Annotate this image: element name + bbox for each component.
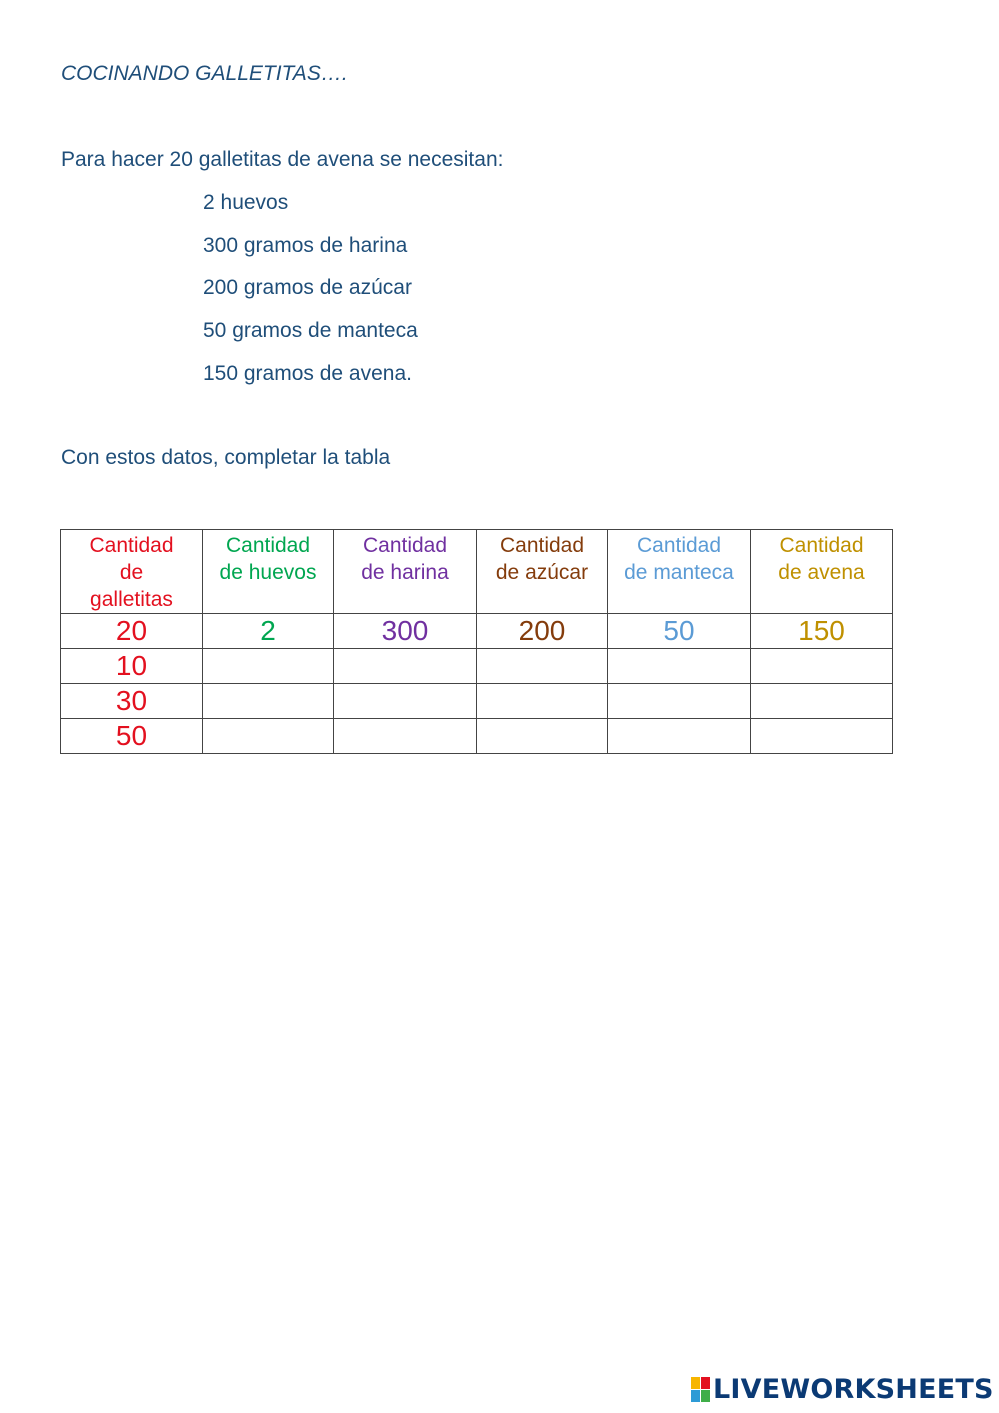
cell-manteca: 50 bbox=[608, 614, 751, 649]
table-header-row bbox=[61, 530, 893, 614]
intro-text: Para hacer 20 galletitas de avena se necesitan: bbox=[61, 148, 504, 171]
answer-cell-azucar[interactable] bbox=[477, 649, 608, 684]
header-avena bbox=[751, 530, 893, 614]
header-huevos bbox=[203, 530, 334, 614]
header-manteca bbox=[608, 530, 751, 614]
cell-galletitas: 50 bbox=[61, 719, 203, 754]
header-line: Cantidad bbox=[362, 534, 448, 557]
cell-huevos: 2 bbox=[203, 614, 334, 649]
instruction-text: Con estos datos, completar la tabla bbox=[61, 446, 391, 469]
cell-avena: 150 bbox=[751, 614, 893, 649]
answer-cell-manteca[interactable] bbox=[608, 649, 751, 684]
header-harina bbox=[334, 530, 477, 614]
table-row bbox=[61, 684, 893, 719]
answer-cell-manteca[interactable] bbox=[608, 684, 751, 719]
answer-cell-manteca[interactable] bbox=[608, 719, 751, 754]
header-line: Cantidad bbox=[89, 534, 174, 557]
ingredient-item: 300 gramos de harina bbox=[203, 233, 408, 257]
header-line: de avena bbox=[778, 561, 865, 584]
header-line: Cantidad bbox=[225, 534, 311, 557]
answer-cell-huevos[interactable] bbox=[203, 719, 334, 754]
cell-galletitas: 30 bbox=[61, 684, 203, 719]
header-line: de harina bbox=[361, 561, 449, 584]
answer-cell-avena[interactable] bbox=[751, 684, 893, 719]
ingredient-item: 150 gramos de avena. bbox=[203, 361, 412, 385]
header-line: Cantidad bbox=[499, 534, 585, 557]
answer-cell-huevos[interactable] bbox=[203, 649, 334, 684]
header-line: de azúcar bbox=[495, 561, 589, 584]
cell-azucar: 200 bbox=[477, 614, 608, 649]
answer-cell-azucar[interactable] bbox=[477, 719, 608, 754]
ingredient-list bbox=[203, 190, 418, 403]
logo-text: LIVEWORKSHEETS bbox=[713, 1374, 994, 1405]
answer-cell-harina[interactable] bbox=[334, 719, 477, 754]
header-line: Cantidad bbox=[779, 534, 864, 557]
table-row bbox=[61, 649, 893, 684]
header-line: de huevos bbox=[219, 561, 317, 584]
table-row bbox=[61, 719, 893, 754]
answer-cell-azucar[interactable] bbox=[477, 684, 608, 719]
answer-cell-avena[interactable] bbox=[751, 649, 893, 684]
ingredient-item: 200 gramos de azúcar bbox=[203, 276, 412, 300]
worksheet-title: COCINANDO GALLETITAS…. bbox=[61, 62, 348, 85]
answer-cell-harina[interactable] bbox=[334, 649, 477, 684]
header-line: de manteca bbox=[624, 561, 734, 584]
cell-harina: 300 bbox=[334, 614, 477, 649]
ingredient-item: 2 huevos bbox=[203, 191, 289, 214]
cell-galletitas: 10 bbox=[61, 649, 203, 684]
header-azucar bbox=[477, 530, 608, 614]
cell-galletitas: 20 bbox=[61, 614, 203, 649]
proportion-table bbox=[60, 529, 893, 754]
answer-cell-huevos[interactable] bbox=[203, 684, 334, 719]
liveworksheets-logo-icon bbox=[691, 1377, 711, 1403]
answer-cell-harina[interactable] bbox=[334, 684, 477, 719]
header-line: galletitas bbox=[90, 588, 173, 611]
header-galletitas bbox=[61, 530, 203, 614]
table-row bbox=[61, 614, 893, 649]
liveworksheets-logo[interactable] bbox=[691, 1374, 994, 1405]
header-line: Cantidad bbox=[636, 534, 722, 557]
header-line: de bbox=[119, 561, 144, 584]
ingredient-item: 50 gramos de manteca bbox=[203, 319, 418, 343]
answer-cell-avena[interactable] bbox=[751, 719, 893, 754]
